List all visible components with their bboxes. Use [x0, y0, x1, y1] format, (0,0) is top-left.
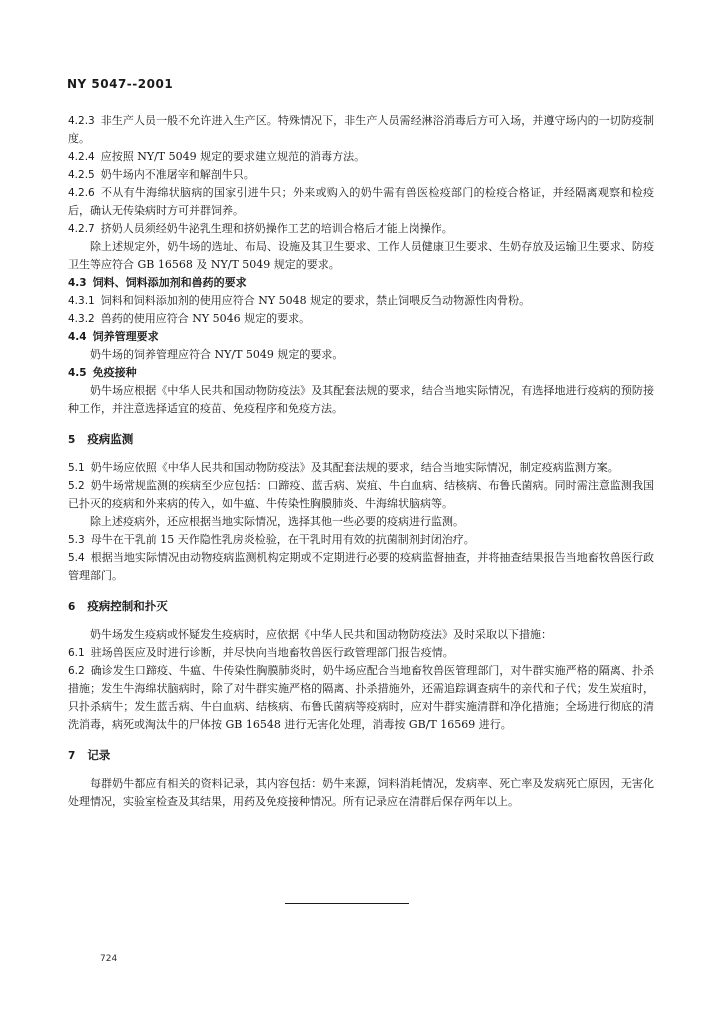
clause-text: 母牛在干乳前 15 天作隐性乳房炎检验，在干乳时用有效的抗菌制剂封闭治疗。	[90, 533, 475, 546]
clause-item	[68, 459, 654, 477]
clause-number: 5.3	[68, 534, 85, 546]
clause-item	[68, 662, 654, 734]
clause-text: 疫病控制和扑灭	[87, 599, 168, 613]
subsection-heading	[68, 328, 654, 346]
clause-number: 4.2.4	[68, 151, 95, 163]
clause-text: 奶牛场的饲养管理应符合 NY/T 5049 规定的要求。	[90, 348, 344, 361]
clause-number: 4.2.5	[68, 169, 95, 181]
paragraph	[68, 346, 654, 364]
clause-number: 4.2.3	[68, 115, 95, 127]
subsection-heading	[68, 364, 654, 382]
page-number: 724	[100, 954, 118, 964]
clause-text: 每群奶牛都应有相关的资料记录，其内容包括：奶牛来源，饲料消耗情况，发病率、死亡率及发病死亡原因，无害化处理情况，实验室检查及其结果，用药及免疫接种情况。所有记录应在清群后保存两年以上。	[68, 777, 654, 808]
clause-item	[68, 531, 654, 549]
clause-text: 根据当地实际情况由动物疫病监测机构定期或不定期进行必要的疫病监督抽查，并将抽查结果报告当地畜牧兽医行政管理部门。	[68, 551, 654, 582]
clause-text: 饲料、饲料添加剂和兽药的要求	[92, 276, 247, 289]
clause-text: 除上述规定外，奶牛场的选址、布局、设施及其卫生要求、工作人员健康卫生要求、生奶存放及运输卫生要求、防疫卫生等应符合 GB 16568 及 NY/T 5049 规定的要求。	[68, 240, 654, 271]
document-code: NY 5047--2001	[67, 77, 174, 91]
paragraph	[68, 238, 654, 274]
clause-item	[68, 644, 654, 662]
clause-number: 4.3.1	[68, 295, 95, 307]
clause-item	[68, 166, 654, 184]
clause-text: 确诊发生口蹄疫、牛瘟、牛传染性胸膜肺炎时，奶牛场应配合当地畜牧兽医管理部门，对牛群实施严格的隔离、扑杀措施；发生牛海绵状脑病时，除了对牛群实施严格的隔离、扑杀措施外，还需追踪调查病牛的亲代和子代；发生炭疽时，只扑杀病牛；发生蓝舌病、牛白血病、结核病、布鲁氏菌病等疫病时，应对牛群实施清群和净化措施；全场进行彻底的清洗消毒，病死或淘汰牛的尸体按 GB 16548 进行无害化处理，消毒按 GB/T 16569 进行。	[68, 664, 654, 731]
clause-item	[68, 148, 654, 166]
clause-number: 4.3.2	[68, 313, 95, 325]
clause-item	[68, 112, 654, 148]
clause-number: 4.4	[68, 331, 87, 343]
clause-text: 驻场兽医应及时进行诊断，并尽快向当地畜牧兽医行政管理部门报告疫情。	[90, 646, 454, 659]
clause-text: 免疫接种	[92, 366, 137, 379]
clause-number: 5.4	[68, 552, 85, 564]
clause-number: 4.3	[68, 277, 87, 289]
clause-number: 6	[68, 601, 76, 613]
clause-item	[68, 184, 654, 220]
clause-item	[68, 477, 654, 513]
clause-text: 疫病监测	[87, 432, 134, 446]
clause-number: 5.2	[68, 480, 85, 492]
clause-text: 奶牛场应依照《中华人民共和国动物防疫法》及其配套法规的要求，结合当地实际情况，制定疫病监测方案。	[90, 461, 619, 474]
clause-number: 7	[68, 750, 76, 762]
clause-text: 奶牛场发生疫病或怀疑发生疫病时，应依据《中华人民共和国动物防疫法》及时采取以下措施：	[90, 628, 552, 641]
clause-text: 除上述疫病外，还应根据当地实际情况，选择其他一些必要的疫病进行监测。	[90, 515, 464, 528]
clause-number: 6.2	[68, 665, 85, 677]
section-heading	[68, 430, 654, 449]
clause-text: 记录	[87, 748, 111, 762]
clause-text: 奶牛场常规监测的疾病至少应包括：口蹄疫、蓝舌病、炭疽、牛白血病、结核病、布鲁氏菌病。同时需注意监测我国已扑灭的疫病和外来病的传入，如牛瘟、牛传染性胸膜肺炎、牛海绵状脑病等。	[68, 479, 654, 510]
paragraph	[68, 775, 654, 811]
document-body	[68, 112, 654, 811]
clause-text: 奶牛场内不准屠宰和解剖牛只。	[100, 168, 255, 181]
clause-text: 应按照 NY/T 5049 规定的要求建立规范的消毒方法。	[100, 150, 366, 163]
clause-item	[68, 549, 654, 585]
clause-item	[68, 292, 654, 310]
clause-number: 4.5	[68, 367, 87, 379]
clause-item	[68, 220, 654, 238]
clause-number: 4.2.7	[68, 223, 95, 235]
section-heading	[68, 746, 654, 765]
clause-text: 挤奶人员须经奶牛泌乳生理和挤奶操作工艺的培训合格后才能上岗操作。	[100, 222, 453, 235]
clause-text: 兽药的使用应符合 NY 5046 规定的要求。	[100, 312, 311, 325]
end-rule	[285, 903, 409, 904]
clause-text: 奶牛场应根据《中华人民共和国动物防疫法》及其配套法规的要求，结合当地实际情况，有选择地进行疫病的预防接种工作，并注意选择适宜的疫苗、免疫程序和免疫方法。	[68, 384, 654, 415]
paragraph	[68, 626, 654, 644]
clause-number: 4.2.6	[68, 187, 95, 199]
clause-number: 5	[68, 434, 76, 446]
clause-text: 不从有牛海绵状脑病的国家引进牛只；外来或购入的奶牛需有兽医检疫部门的检疫合格证，并经隔离观察和检疫后，确认无传染病时方可并群饲养。	[68, 186, 654, 217]
clause-text: 饲料和饲料添加剂的使用应符合 NY 5048 规定的要求，禁止饲喂反刍动物源性肉骨粉。	[100, 294, 531, 307]
subsection-heading	[68, 274, 654, 292]
clause-item	[68, 310, 654, 328]
paragraph	[68, 513, 654, 531]
clause-text: 饲养管理要求	[92, 330, 159, 343]
clause-text: 非生产人员一般不允许进入生产区。特殊情况下，非生产人员需经淋浴消毒后方可入场，并遵守场内的一切防疫制度。	[68, 114, 654, 145]
section-heading	[68, 597, 654, 616]
paragraph	[68, 382, 654, 418]
clause-number: 6.1	[68, 647, 85, 659]
clause-number: 5.1	[68, 462, 85, 474]
